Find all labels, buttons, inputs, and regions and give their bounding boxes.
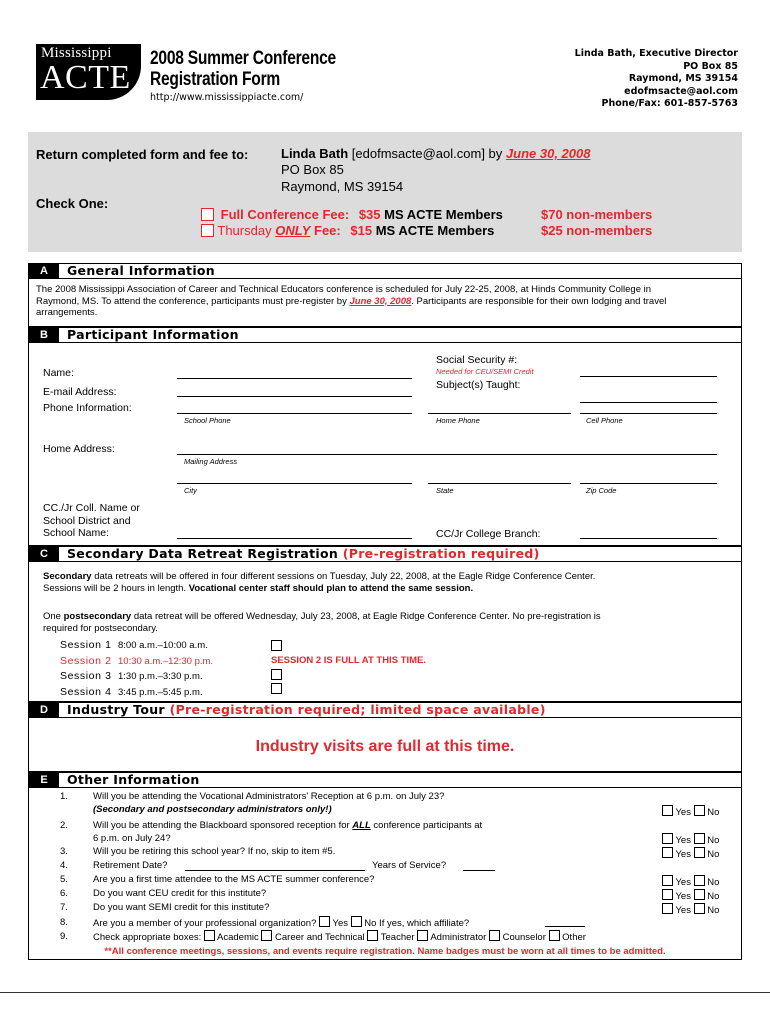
session-name: Session 4 xyxy=(60,685,112,698)
session-row xyxy=(60,638,213,654)
section-title-text: Secondary Data Retreat Registration xyxy=(67,546,339,561)
q3-yes-no xyxy=(662,847,719,860)
contact-email[interactable]: edofmsacte@aol.com xyxy=(624,85,738,97)
full-member-text: MS ACTE Members xyxy=(384,207,503,222)
yes-label: Yes xyxy=(675,835,691,846)
option-label: Career and Technical xyxy=(275,932,365,943)
question-number: 1. xyxy=(60,791,68,802)
question-8-text: Are you a member of your professional organization? xyxy=(93,918,317,929)
counselor-checkbox[interactable] xyxy=(489,930,500,941)
zip-field[interactable] xyxy=(580,483,717,484)
return-label: Return completed form and fee to: xyxy=(36,147,249,162)
thursday-fee-checkbox[interactable] xyxy=(201,224,214,237)
question-9 xyxy=(93,930,586,943)
option-label: Administrator xyxy=(430,932,487,943)
general-info-line: arrangements. xyxy=(36,307,98,318)
cell-phone-field[interactable] xyxy=(580,413,717,414)
question-number: 4. xyxy=(60,860,68,871)
question-number: 8. xyxy=(60,917,68,928)
full-nonmember-price: $70 non-members xyxy=(541,207,653,222)
contact-line: Phone/Fax: 601-857-5763 xyxy=(601,98,738,109)
secondary-retreat-text xyxy=(43,571,738,595)
form-title-line2: Registration Form xyxy=(150,69,280,90)
question-number: 6. xyxy=(60,888,68,899)
name-label: Name: xyxy=(43,367,74,379)
yes-label: Yes xyxy=(675,905,691,916)
no-checkbox[interactable] xyxy=(694,847,705,858)
secondary-text: Sessions will be 2 hours in length. xyxy=(43,583,187,594)
full-fee-checkbox[interactable] xyxy=(201,208,214,221)
full-member-price: $35 xyxy=(358,207,381,222)
subjects-label: Subject(s) Taught: xyxy=(436,379,521,391)
ssn-note: Needed for CEU/SEMI Credit xyxy=(436,367,534,376)
no-checkbox[interactable] xyxy=(694,875,705,886)
q1-yes-no xyxy=(662,805,719,818)
return-address2: Raymond, MS 39154 xyxy=(281,179,404,194)
school-name-label-line: CC./Jr Coll. Name or xyxy=(43,502,140,514)
cc-branch-label: CC/Jr College Branch: xyxy=(436,528,541,540)
years-of-service-field[interactable] xyxy=(463,870,495,871)
section-title-note: (Pre-registration required) xyxy=(342,546,540,561)
retirement-date-field[interactable] xyxy=(185,870,365,871)
session-time: 1:30 p.m.–3:30 p.m. xyxy=(118,671,203,682)
school-phone-field[interactable] xyxy=(177,413,412,414)
cell-phone-caption: Cell Phone xyxy=(586,416,623,425)
administrator-checkbox[interactable] xyxy=(417,930,428,941)
contact-line: Raymond, MS 39154 xyxy=(628,73,738,84)
option-label: Academic xyxy=(217,932,259,943)
question-5: Are you a first time attendee to the MS ACTE summer conference? xyxy=(93,874,375,885)
city-field[interactable] xyxy=(177,483,412,484)
option-label: Counselor xyxy=(502,932,546,943)
q8-yes-checkbox[interactable] xyxy=(319,916,330,927)
question-2 xyxy=(93,820,482,831)
section-letter: D xyxy=(29,703,59,717)
return-address1: PO Box 85 xyxy=(281,162,344,177)
zip-caption: Zip Code xyxy=(586,486,617,495)
secondary-bold: Secondary xyxy=(43,571,92,582)
yes-label: Yes xyxy=(675,891,691,902)
q8-no-checkbox[interactable] xyxy=(351,916,362,927)
contact-block xyxy=(575,48,738,111)
section-b-header xyxy=(28,327,742,343)
question-number: 3. xyxy=(60,846,68,857)
question-9-text: Check appropriate boxes: xyxy=(93,932,202,943)
school-name-label-line: School District and xyxy=(43,514,131,527)
question-2-all: ALL xyxy=(352,820,371,831)
session-time: 8:00 a.m.–10:00 a.m. xyxy=(118,640,208,651)
section-title: Participant Information xyxy=(67,327,239,342)
cc-branch-field[interactable] xyxy=(580,538,717,539)
q7-yes-no xyxy=(662,903,719,916)
question-number: 2. xyxy=(60,820,68,831)
no-checkbox[interactable] xyxy=(694,833,705,844)
affiliate-field[interactable] xyxy=(545,926,585,927)
section-letter: B xyxy=(29,328,59,342)
registration-footer-note: **All conference meetings, sessions, and events require registration. Name badges must be worn at all times to be admitted. xyxy=(104,946,666,957)
career-technical-checkbox[interactable] xyxy=(261,930,272,941)
thursday-nonmember-price: $25 non-members xyxy=(541,223,653,238)
yes-label: Yes xyxy=(675,877,691,888)
question-2-line2: 6 p.m. on July 24? xyxy=(93,833,171,844)
home-phone-field[interactable] xyxy=(428,413,571,414)
general-info-text xyxy=(36,284,736,319)
session-time: 10:30 a.m.–12:30 p.m. xyxy=(118,655,214,667)
session-1-checkbox[interactable] xyxy=(271,640,282,651)
section-letter: E xyxy=(29,773,59,787)
section-title: Other Information xyxy=(67,772,200,787)
years-of-service-label: Years of Service? xyxy=(372,860,447,871)
yes-checkbox[interactable] xyxy=(662,805,673,816)
no-label: No xyxy=(707,807,720,818)
return-deadline: June 30, 2008 xyxy=(505,146,591,161)
session-row xyxy=(60,669,213,685)
general-info-line xyxy=(36,296,736,308)
no-checkbox[interactable] xyxy=(694,889,705,900)
q8-yes-label: Yes xyxy=(332,918,348,929)
thursday-member-price: $15 xyxy=(350,223,373,238)
postsecondary-text: One xyxy=(43,611,64,622)
home-phone-caption: Home Phone xyxy=(436,416,480,425)
yes-checkbox[interactable] xyxy=(662,875,673,886)
ssn-label: Social Security #: xyxy=(436,354,518,366)
thursday-fee-row xyxy=(201,223,494,238)
yes-checkbox[interactable] xyxy=(662,833,673,844)
form-title-line1: 2008 Summer Conference xyxy=(150,48,336,69)
q8-no-label: No If yes, which affiliate? xyxy=(364,918,470,929)
thursday-fee-label: Fee: xyxy=(314,223,341,238)
option-label: Teacher xyxy=(380,932,415,943)
return-email: [edofmsacte@aol.com] by xyxy=(351,146,503,161)
question-8 xyxy=(93,916,469,929)
city-caption: City xyxy=(184,486,197,495)
session-row xyxy=(60,654,213,670)
page-bottom-rule xyxy=(0,992,770,993)
question-number: 5. xyxy=(60,874,68,885)
email-label: E-mail Address: xyxy=(43,386,117,398)
home-address-label: Home Address: xyxy=(43,443,115,455)
thursday-label: Thursday xyxy=(217,223,272,238)
logo-main-text: ACTE xyxy=(40,59,131,96)
question-2-text: Will you be attending the Blackboard sponsored reception for xyxy=(93,820,350,831)
section-c-header xyxy=(28,546,742,562)
industry-full-notice: Industry visits are full at this time. xyxy=(255,738,515,755)
no-label: No xyxy=(707,905,720,916)
question-2-text: conference participants at xyxy=(373,820,483,831)
session-time: 3:45 p.m.–5:45 p.m. xyxy=(118,686,203,698)
question-number: 9. xyxy=(60,931,68,942)
email-field[interactable] xyxy=(177,396,412,397)
website-link[interactable]: http://www.mississippiacte.com/ xyxy=(150,92,304,103)
full-fee-label: Full Conference Fee: xyxy=(220,207,350,222)
question-1: Will you be attending the Vocational Administrators' Reception at 6 p.m. on July 23? xyxy=(93,791,445,802)
thursday-only: ONLY xyxy=(275,223,311,238)
general-info-segment: Raymond, MS. To attend the conference, participants must pre-register by xyxy=(36,295,347,307)
section-title: General Information xyxy=(67,263,215,278)
no-checkbox[interactable] xyxy=(694,805,705,816)
yes-checkbox[interactable] xyxy=(662,903,673,914)
section-title-text: Industry Tour xyxy=(67,702,165,717)
school-name-field[interactable] xyxy=(177,538,412,539)
no-label: No xyxy=(707,877,720,888)
section-letter: C xyxy=(29,547,59,561)
section-e-header xyxy=(28,772,742,788)
contact-line: Linda Bath, Executive Director xyxy=(574,48,738,59)
ssn-field[interactable] xyxy=(580,376,717,377)
session-4-checkbox[interactable] xyxy=(271,683,282,694)
section-title xyxy=(67,547,540,561)
thursday-member-text: MS ACTE Members xyxy=(375,223,495,238)
yes-label: Yes xyxy=(675,849,691,860)
logo-top-text: Mississippi xyxy=(41,45,112,61)
session-name: Session 1 xyxy=(60,639,112,651)
general-info-line: The 2008 Mississippi Association of Career and Technical Educators conference is scheduled for July 22-25, 2008, at Hinds Community College in xyxy=(36,284,652,295)
section-letter: A xyxy=(29,264,59,278)
no-label: No xyxy=(707,835,720,846)
return-name: Linda Bath xyxy=(281,146,349,161)
subjects-field[interactable] xyxy=(580,402,717,403)
session-2-full-notice: SESSION 2 IS FULL AT THIS TIME. xyxy=(271,655,427,666)
section-title-note: (Pre-registration required; limited space available) xyxy=(169,702,546,717)
yes-label: Yes xyxy=(675,807,691,818)
session-list xyxy=(60,638,213,700)
session-3-checkbox[interactable] xyxy=(271,669,282,680)
postsecondary-text: data retreat will be offered Wednesday, July 23, 2008, at Eagle Ridge Conference Center. No pre-registration is xyxy=(131,611,601,622)
contact-line: PO Box 85 xyxy=(683,60,738,72)
state-caption: State xyxy=(436,486,454,495)
mailing-address-field[interactable] xyxy=(177,454,717,455)
question-7: Do you want SEMI credit for this institute? xyxy=(93,902,270,913)
state-field[interactable] xyxy=(428,483,571,484)
question-6: Do you want CEU credit for this institute? xyxy=(93,888,267,899)
no-label: No xyxy=(707,891,720,902)
yes-checkbox[interactable] xyxy=(662,889,673,900)
question-1-note: (Secondary and postsecondary administrators only!) xyxy=(93,804,332,815)
school-phone-caption: School Phone xyxy=(184,416,231,425)
teacher-checkbox[interactable] xyxy=(367,930,378,941)
session-name: Session 2 xyxy=(60,654,112,667)
secondary-text: data retreats will be offered in four different sessions on Tuesday, July 22, 2008, at the Eagle Ridge Conference Center. xyxy=(91,571,596,582)
question-3: Will you be retiring this school year? If no, skip to item #5. xyxy=(93,846,336,857)
question-4: Retirement Date? xyxy=(93,860,168,871)
q5-yes-no xyxy=(662,875,719,888)
no-label: No xyxy=(707,849,720,860)
secondary-retreat-line xyxy=(43,583,738,595)
section-title xyxy=(67,703,546,717)
q6-yes-no xyxy=(662,889,719,902)
no-checkbox[interactable] xyxy=(694,903,705,914)
postsecondary-bold: postsecondary xyxy=(63,611,132,622)
question-number: 7. xyxy=(60,902,68,913)
other-checkbox[interactable] xyxy=(549,930,560,941)
school-name-label xyxy=(43,502,140,540)
postsecondary-retreat-text xyxy=(43,611,738,635)
name-field[interactable] xyxy=(177,378,412,379)
school-name-label-line: School Name: xyxy=(43,527,109,539)
section-a-header xyxy=(28,263,742,279)
option-label: Other xyxy=(562,932,586,943)
phone-label: Phone Information: xyxy=(43,402,132,414)
session-name: Session 3 xyxy=(60,670,112,682)
general-info-segment: . Participants are responsible for their own lodging and travel xyxy=(411,295,667,307)
mailing-caption: Mailing Address xyxy=(184,457,238,466)
secondary-retreat-line xyxy=(43,571,738,583)
check-one-label: Check One: xyxy=(36,196,109,211)
section-d-header xyxy=(28,702,742,718)
vocational-note: Vocational center staff should plan to attend the same session. xyxy=(188,583,474,594)
general-info-deadline: June 30, 2008 xyxy=(349,295,412,307)
session-row xyxy=(60,685,213,701)
academic-checkbox[interactable] xyxy=(204,930,215,941)
postsecondary-line: required for postsecondary. xyxy=(43,623,158,634)
q2-yes-no xyxy=(662,833,719,846)
yes-checkbox[interactable] xyxy=(662,847,673,858)
return-name-line xyxy=(281,146,590,161)
postsecondary-line xyxy=(43,611,738,623)
full-fee-row xyxy=(201,207,503,222)
acte-logo xyxy=(36,44,141,100)
